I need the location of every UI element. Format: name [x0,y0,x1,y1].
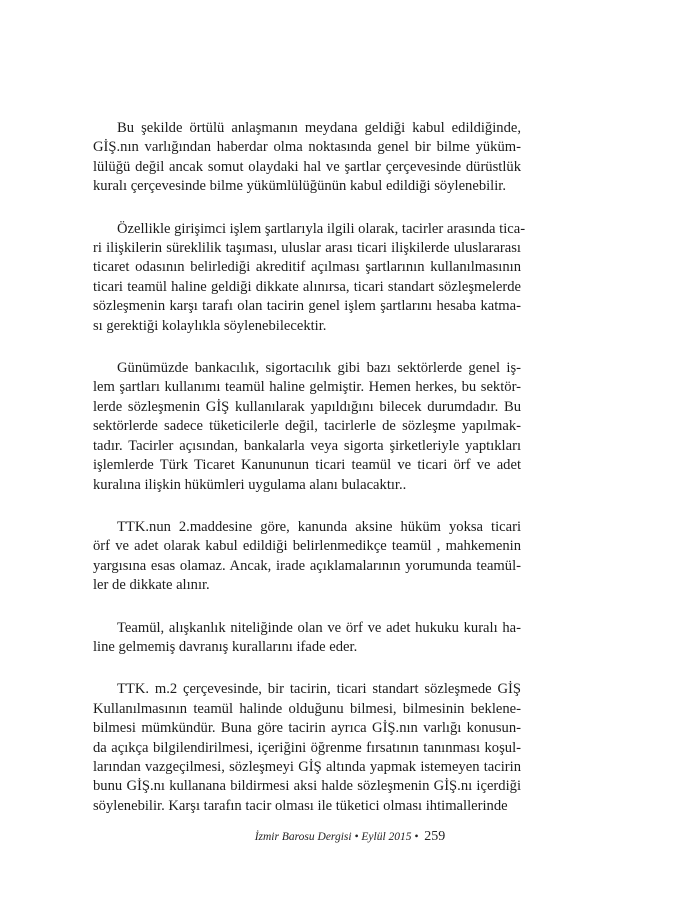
text-line: lerde sözleşmenin GİŞ kullanılarak yapıldığını bilecek durumdadır. Bu [93,398,521,415]
text-line: lülüğü değil ancak somut olaydaki hal ve şartlar çerçevesinde dürüstlük [93,158,521,175]
text-line: örf ve adet olarak kabul edildiği belirlenmedikçe teamül , mahkemenin [93,538,521,555]
journal-citation: İzmir Barosu Dergisi • Eylül 2015 • [254,831,419,843]
text-line: lem şartları kullanımı teamül haline gelmiştir. Hemen herkes, bu sektör- [93,379,521,396]
paragraph [93,680,521,816]
text-line: sözleşmenin karşı tarafı olan tacirin genel işlem şartlarını hesaba katma- [93,298,521,315]
text-line: Bu şekilde örtülü anlaşmanın meydana geldiği kabul edildiğinde, [117,120,521,136]
page-number: 259 [424,829,446,844]
text-line: ticaret odasının belirlediği akreditif açılması şartlarının kullanılmasının [93,259,521,276]
text-line: ler de dikkate alınır. [93,577,210,594]
text-line: kuralına ilişkin hükümleri uygulama alanı bulacaktır.. [93,476,407,493]
text-line: işlemlerde Türk Ticaret Kanununun ticari teamül ve ticari örf ve adet [93,457,521,474]
paragraph [93,518,521,596]
text-line: ticari teamül haline geldiği dikkate alınırsa, ticari standart sözleşmelerde [93,278,521,295]
text-line: tadır. Tacirler açısından, bankalarla veya sigorta şirketleriyle yaptıkları [93,437,521,454]
text-line: GİŞ.nın varlığından haberdar olma noktasında genel bir bilme yüküm- [93,139,521,156]
text-line: larından vazgeçilmesi, sözleşmeyi GİŞ altında yapmak istemeyen tacirin [93,758,521,775]
text-line: TTK.nun 2.maddesine göre, kanunda aksine hüküm yoksa ticari [117,518,521,535]
text-line: Teamül, alışkanlık niteliğinde olan ve örf ve adet hukuku kuralı ha- [117,619,521,636]
text-line: Günümüzde bankacılık, sigortacılık gibi bazı sektörlerde genel iş- [117,360,521,377]
text-line: Özellikle girişimci işlem şartlarıyla ilgili olarak, tacirler arasında tica- [117,220,526,237]
paragraph [93,619,521,658]
text-line: sektörlerde sadece tüketicilerle değil, tacirlerle de sözleşme yapılmak- [93,418,521,435]
text-line: sı gerektiği kolaylıkla söylenebilecektir. [93,317,327,334]
paragraph [93,359,521,495]
paragraph [93,119,521,197]
text-line: bilmesi mümkündür. Buna göre tacirin ayrıca GİŞ.nın varlığı konusun- [93,720,521,737]
text-line: söylenebilir. Karşı tarafın tacir olması ile tüketici olması ihtimallerinde [93,797,508,814]
text-line: da açıkça bilgilendirilmesi, içeriğini öğrenme fırsatının tanınması koşul- [93,739,521,756]
paragraph [93,220,526,336]
text-line: kuralı çerçevesinde bilme yükümlülüğünün kabul edildiği söylenebilir. [93,178,506,195]
text-line: TTK. m.2 çerçevesinde, bir tacirin, ticari standart sözleşmede GİŞ [117,681,521,698]
body-text [93,119,526,839]
text-line: yargısına esas olamaz. Ancak, irade açıklamalarının yorumunda teamül- [93,557,521,574]
text-line: bunu GİŞ.nı kullanana bildirmesi aksi halde sözleşmenin GİŞ.nı içerdiği [93,778,521,795]
text-line: Kullanılmasının teamül halinde olduğunu bilmesi, bilmesinin beklene- [93,700,521,717]
text-line: line gelmemiş davranış kurallarını ifade eder. [93,638,358,655]
page-footer [0,829,700,845]
text-line: ri ilişkilerin süreklilik taşıması, uluslar arası ticari ilişkilerde uluslararası [93,240,521,257]
